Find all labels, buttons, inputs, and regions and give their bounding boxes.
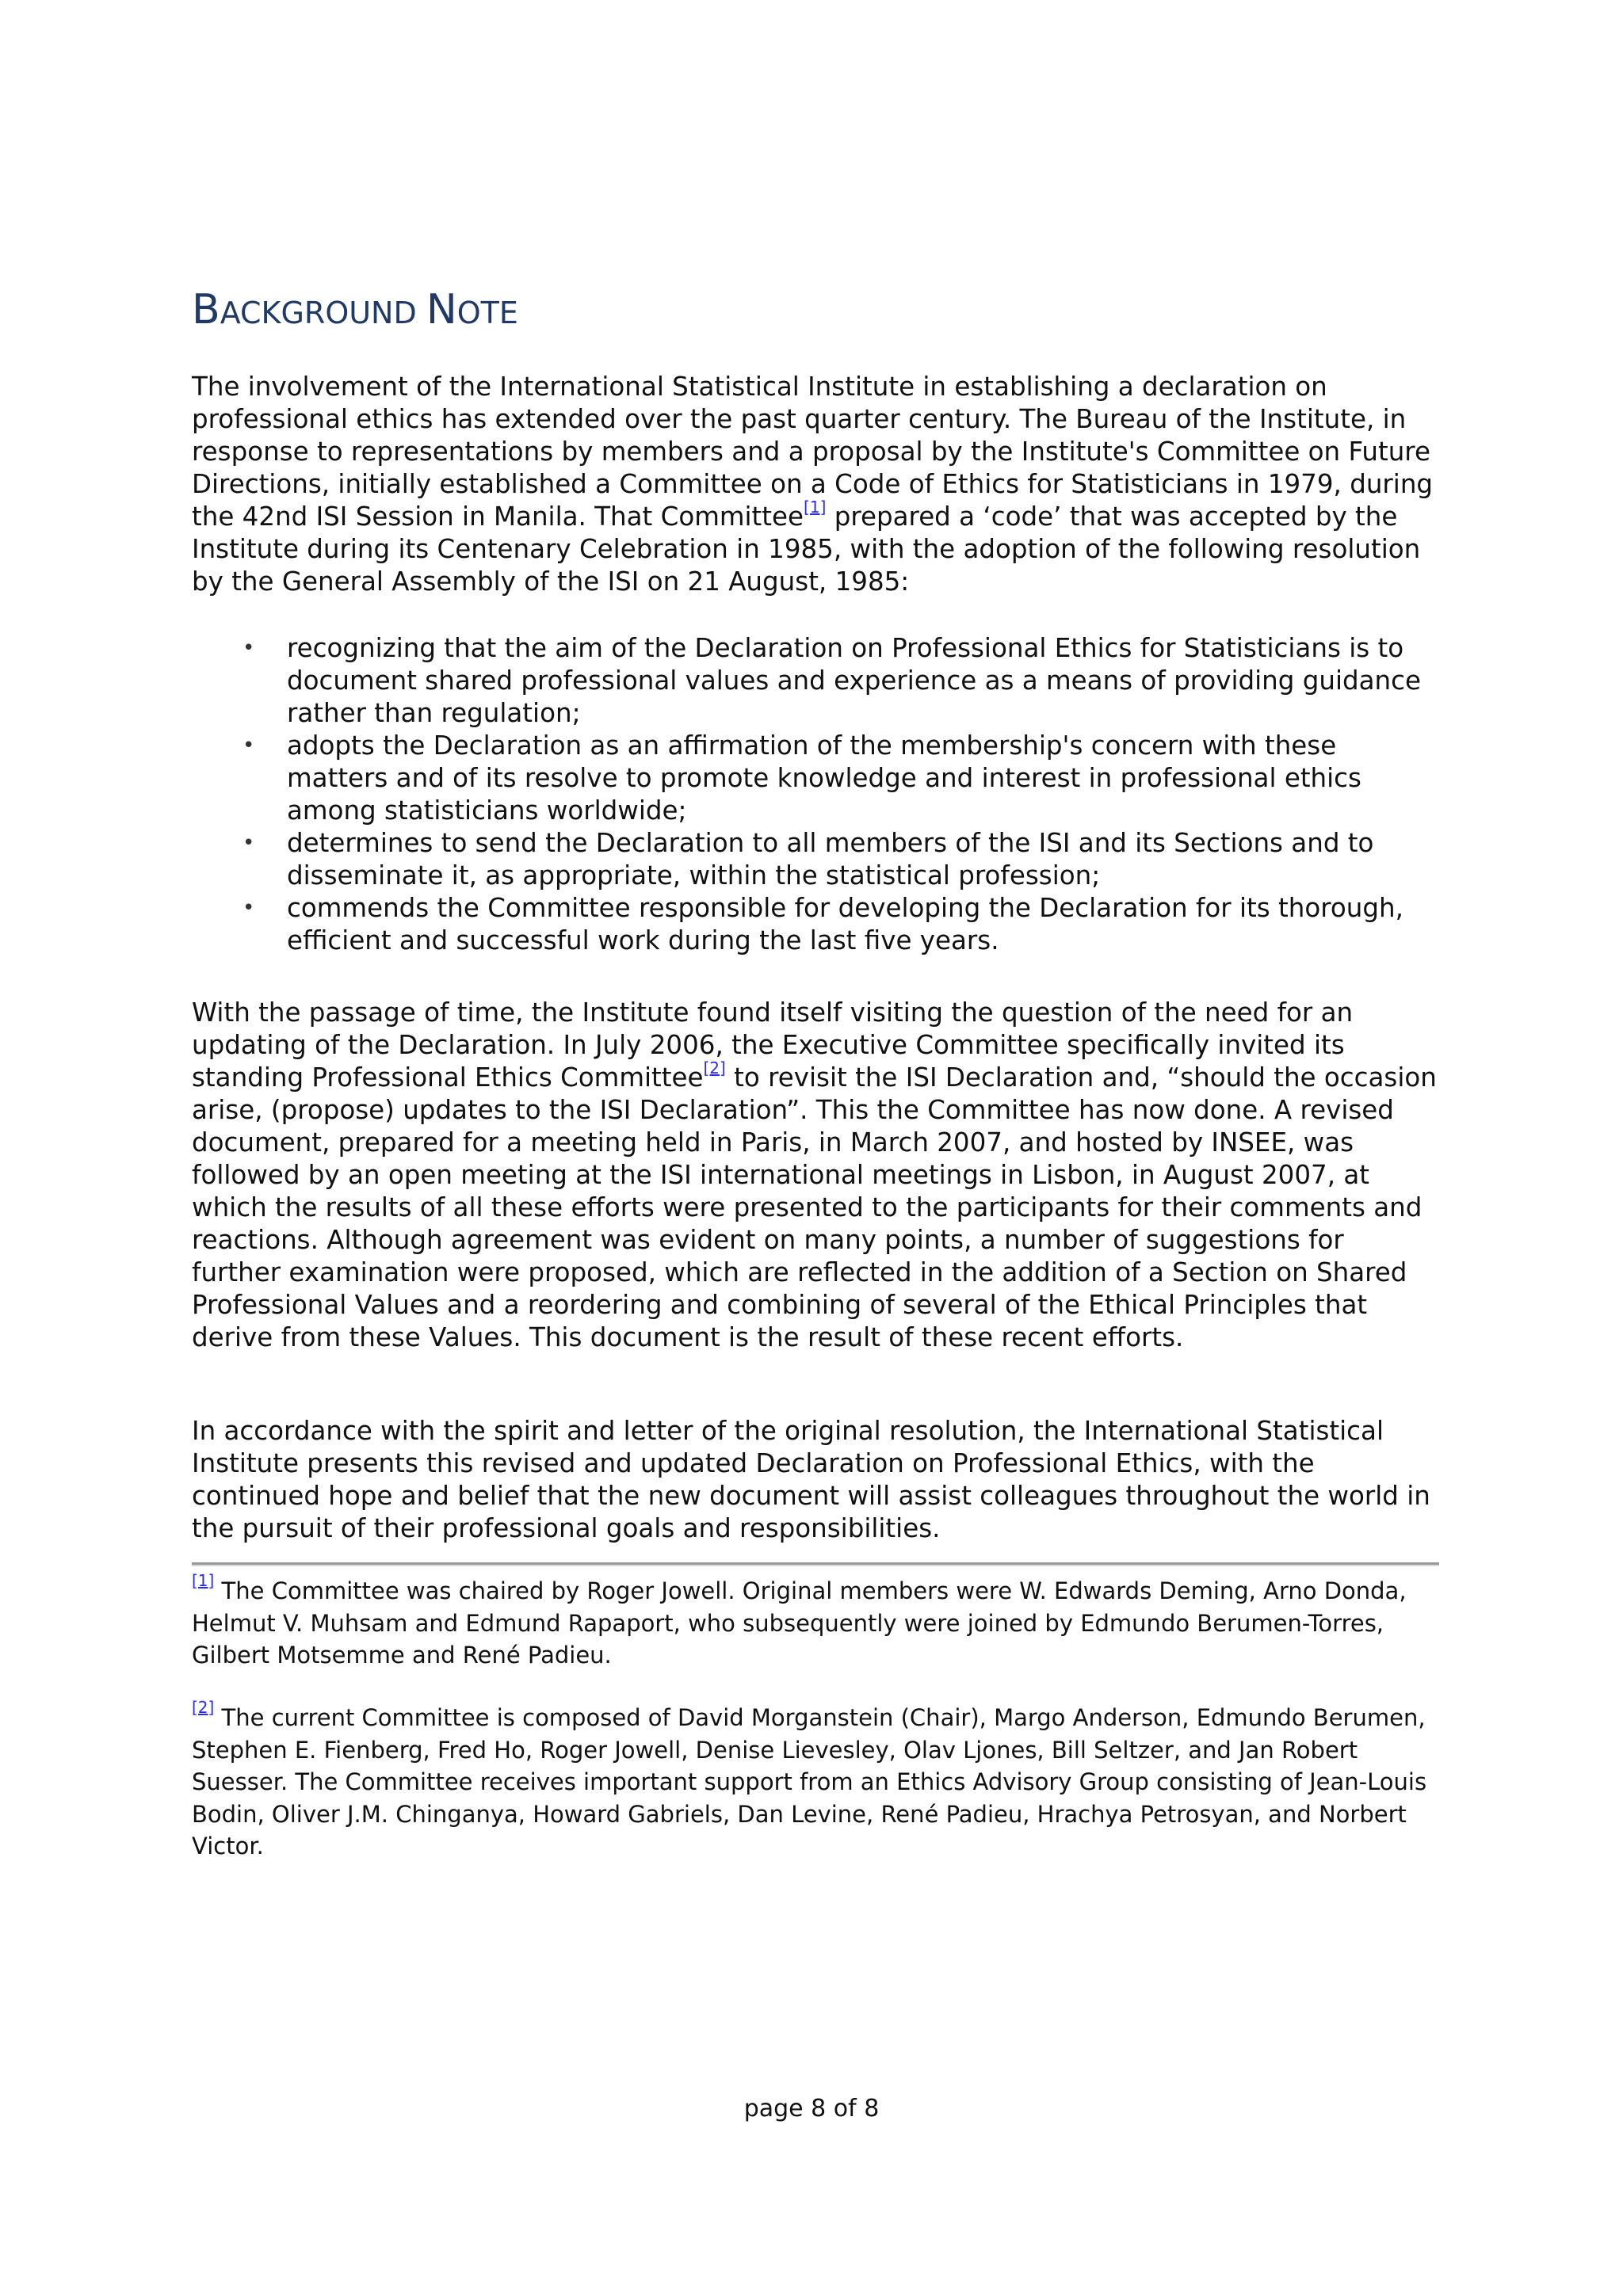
closing-paragraph: In accordance with the spirit and letter of the original resolution, the International Statistical Institute presents this revised and updated Declaration on Professional Ethics, with the continued hope and belief that the new document will assist colleagues throughout the world in the pursuit of their professional goals and responsibilities.: [192, 1416, 1430, 1543]
list-item: • adopts the Declaration as an affirmation of the membership's concern with these matters and of its resolve to promote knowledge and interest in professional ethics among statisticians worldwide;: [242, 730, 1361, 826]
bullet-icon: •: [242, 896, 255, 920]
footnote-1: [1] The Committee was chaired by Roger Jowell. Original members were W. Edwards Deming, Arno Donda, Helmut V. Muhsam and Edmund Rapaport, who subsequently were joined by Edmundo Berumen-Torres, Gilbert Motsemme and René Padieu.: [192, 1571, 1407, 1669]
list-item: • determines to send the Declaration to all members of the ISI and its Sections and to disseminate it, as appropriate, within the statistical profession;: [242, 828, 1374, 891]
page-number: page 8 of 8: [743, 2095, 880, 2122]
update-paragraph: With the passage of time, the Institute found itself visiting the question of the need for an updating of the Declaration. In July 2006, the Executive Committee specifically invited its standing Professional Ethics Committee[2] to revisit the ISI Declaration and, “should the occasion arise, (propose) updates to the ISI Declaration”. This the Committee has now done. A revised document, prepared for a meeting held in Paris, in March 2007, and hosted by INSEE, was followed by an open meeting at the ISI international meetings in Lisbon, in August 2007, at which the results of all these efforts were presented to the participants for their comments and reactions. Although agreement was evident on many points, a number of suggestions for further examination were proposed, which are reflected in the addition of a Section on Shared Professional Values and a reordering and combining of several of the Ethical Principles that derive from these Values. This document is the result of these recent efforts.: [192, 997, 1437, 1352]
footnote-link-2[interactable]: [2]: [703, 1058, 726, 1077]
bullet-icon: •: [242, 734, 255, 757]
footnote-backlink-1[interactable]: [1]: [192, 1571, 215, 1590]
footnote-2: [2] The current Committee is composed of David Morganstein (Chair), Margo Anderson, Edmundo Berumen, Stephen E. Fienberg, Fred Ho, Roger Jowell, Denise Lievesley, Olav Ljones, Bill Seltzer, and Jan Robert Suesser. The Committee receives important support from an Ethics Advisory Group consisting of Jean-Louis Bodin, Oliver J.M. Chinganya, Howard Gabriels, Dan Levine, René Padieu, Hrachya Petrosyan, and Norbert Victor.: [192, 1698, 1427, 1859]
resolution-list: [192, 632, 1439, 957]
intro-paragraph: The involvement of the International Statistical Institute in establishing a declaration on professional ethics has extended over the past quarter century. The Bureau of the Institute, in response to representations by members and a proposal by the Institute's Committee on Future Directions, initially established a Committee on a Code of Ethics for Statisticians in 1979, during the 42nd ISI Session in Manila. That Committee[1] prepared a ‘code’ that was accepted by the Institute during its Centenary Celebration in 1985, with the adoption of the following resolution by the General Assembly of the ISI on 21 August, 1985:: [192, 372, 1434, 597]
footnote-link-1[interactable]: [1]: [804, 498, 827, 517]
footnote-backlink-2[interactable]: [2]: [192, 1698, 215, 1717]
bullet-icon: •: [242, 831, 255, 855]
bullet-icon: •: [242, 636, 255, 660]
page-title: BACKGROUND NOTE: [192, 286, 518, 334]
list-item: • recognizing that the aim of the Declaration on Professional Ethics for Statisticians is to document shared professional values and experience as a means of providing guidance rather than regulation;: [242, 633, 1421, 728]
list-item: • commends the Committee responsible for developing the Declaration for its thorough, efficient and successful work during the last five years.: [242, 893, 1403, 955]
footnote-divider: [192, 1562, 1439, 1566]
